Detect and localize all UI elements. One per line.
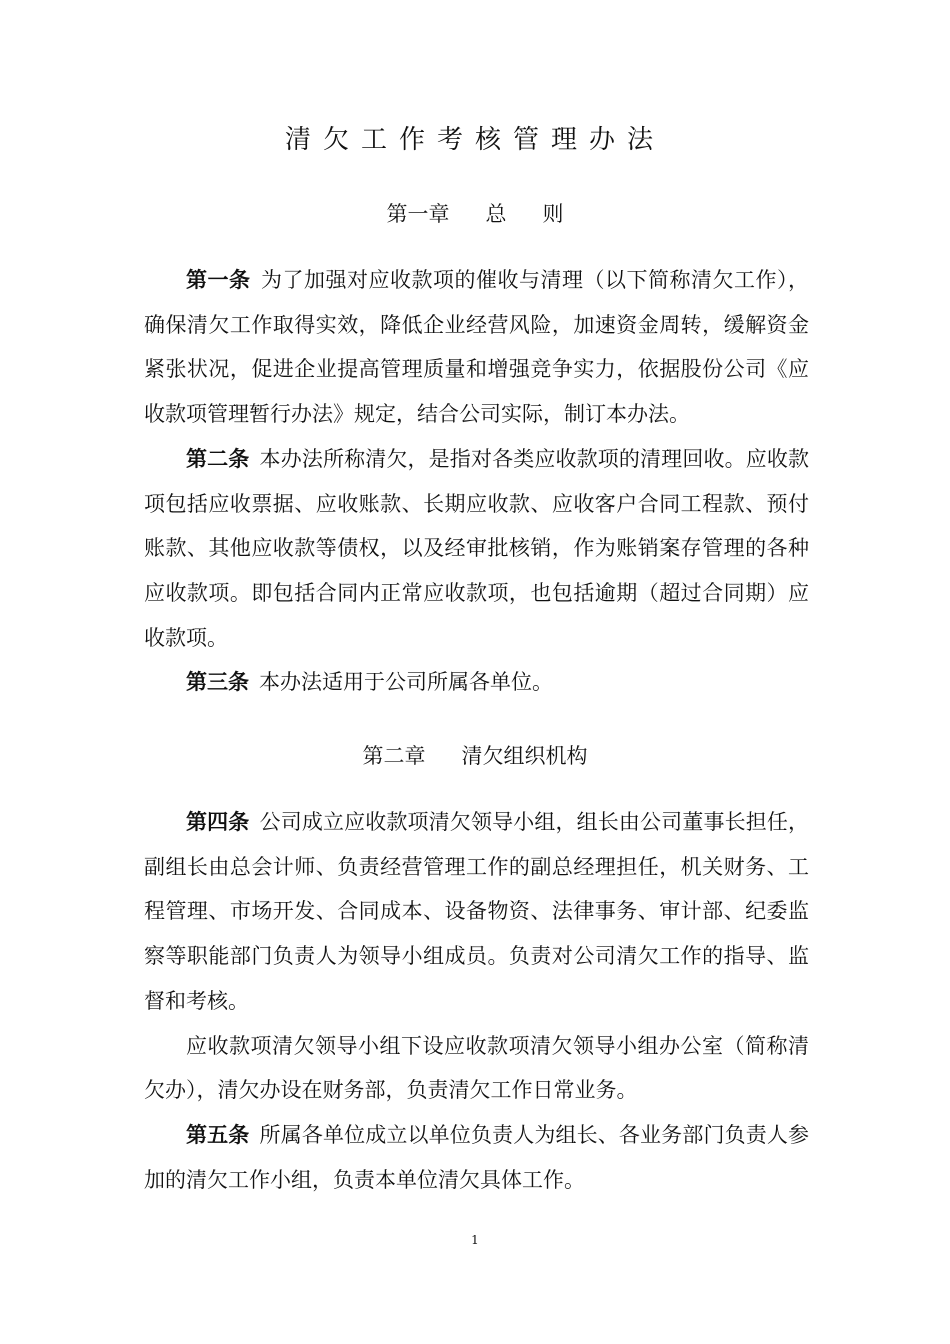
article-1	[144, 258, 809, 437]
article-3-text: 本办法适用于公司所属各单位。	[259, 670, 553, 695]
chapter-1-heading	[0, 197, 950, 231]
article-1-label: 第一条	[186, 268, 251, 292]
article-4-text: 公司成立应收款项清欠领导小组，组长由公司董事长担任，副组长由总会计师、负责经营管理工作的副总经理担任，机关财务、工程管理、市场开发、合同成本、设备物资、法律事务、审计部、纪委监察等职能部门负责人为领导小组成员。负责对公司清欠工作的指导、监督和考核。	[144, 810, 810, 1013]
chapter-2-number: 第二章	[362, 744, 426, 768]
article-4-note: 应收款项清欠领导小组下设应收款项清欠领导小组办公室（简称清欠办），清欠办设在财务部，负责清欠工作日常业务。	[144, 1033, 809, 1103]
document-title: 清欠工作考核管理办法	[284, 125, 665, 155]
chapter-2-heading	[0, 739, 950, 773]
page-number: 1	[471, 1233, 479, 1247]
article-3	[144, 660, 809, 705]
chapter-2-name: 清欠组织机构	[461, 744, 588, 768]
chapter-1-name: 总则	[485, 202, 600, 226]
article-5-text: 所属各单位成立以单位负责人为组长、各业务部门负责人参加的清欠工作小组，负责本单位清欠具体工作。	[144, 1122, 810, 1192]
chapter-1-number: 第一章	[386, 202, 450, 226]
article-4-label: 第四条	[186, 810, 250, 834]
article-5	[144, 1113, 809, 1202]
article-2-text: 本办法所称清欠，是指对各类应收款项的清理回收。应收款项包括应收票据、应收账款、长期应收款、应收客户合同工程款、预付账款、其他应收款等债权，以及经审批核销，作为账销案存管理的各种应收款项。即包括合同内正常应收款项，也包括逾期（超过合同期）应收款项。	[144, 446, 810, 650]
chapter-1-body	[144, 258, 809, 705]
article-2-label: 第二条	[186, 446, 250, 471]
chapter-2-body	[144, 800, 809, 1202]
article-1-text: 为了加强对应收款项的催收与清理（以下简称清欠工作），确保清欠工作取得实效，降低企业经营风险，加速资金周转，缓解资金紧张状况，促进企业提高管理质量和增强竞争实力，依据股份公司《应收款项管理暂行办法》规定，结合公司实际，制订本办法。	[144, 268, 809, 427]
article-5-label: 第五条	[186, 1122, 250, 1147]
article-2	[144, 437, 809, 661]
article-3-label: 第三条	[186, 670, 249, 695]
article-4	[144, 800, 809, 1024]
